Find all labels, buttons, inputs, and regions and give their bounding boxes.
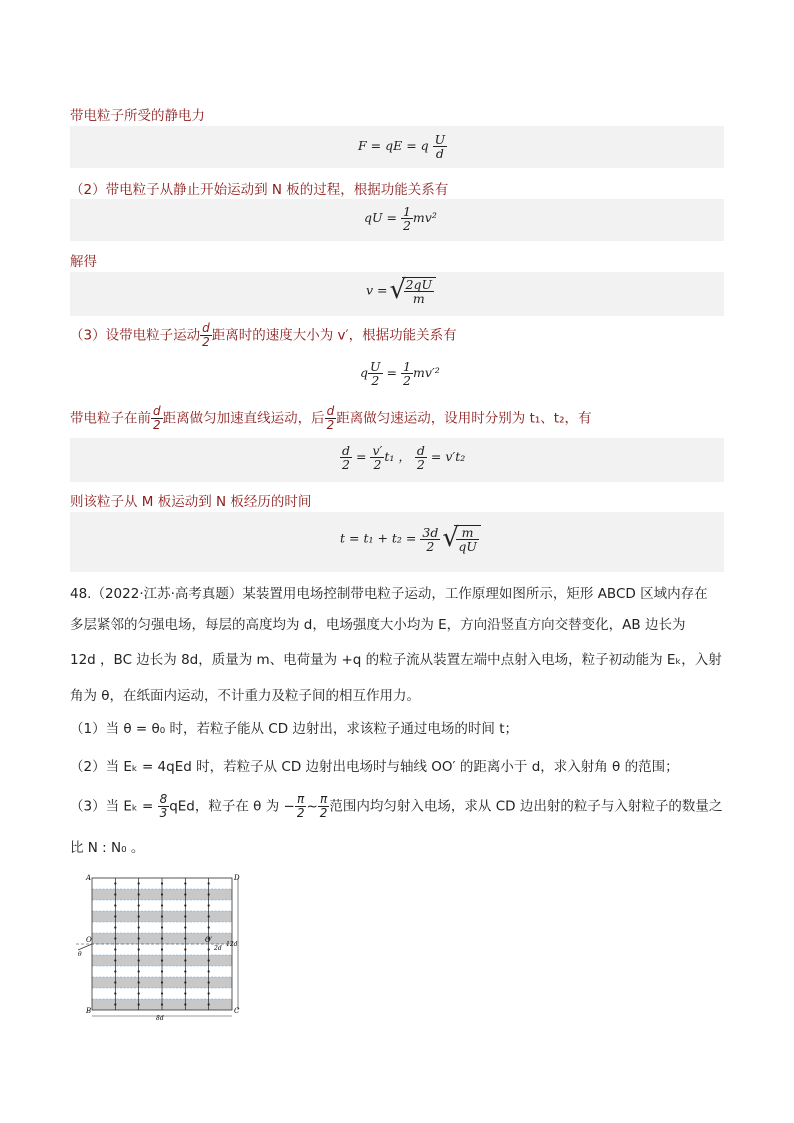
solve-label: 解得 <box>70 254 97 270</box>
frac-den: 2 <box>296 806 305 820</box>
field-arrow-marker <box>208 882 210 884</box>
frac-den: 2 <box>319 806 328 820</box>
field-arrow-marker <box>138 1003 140 1005</box>
frac-den: 2 <box>342 457 350 472</box>
problem-line-2: 多层紧邻的匀强电场，每层的高度均为 d，电场强度大小均为 E，方向沿竖直方向交替变化，AB 边长为 <box>70 617 686 633</box>
field-arrow-marker <box>114 959 116 961</box>
field-arrow-marker <box>184 992 186 994</box>
field-arrow-marker <box>114 992 116 994</box>
field-arrow-marker <box>138 915 140 917</box>
eq5-eq: = <box>356 449 367 464</box>
problem-line-3: 12d ，BC 边长为 8d，质量为 m、电荷量为 +q 的粒子流从装置左端中点射入电场，粒子初动能为 Eₖ，入射 <box>70 652 722 668</box>
eq6-lhs: t = t₁ + t₂ = <box>340 530 417 546</box>
frac-d-2-a <box>340 444 352 471</box>
equation-times <box>340 444 465 471</box>
q3-d: 范围内均匀射入电场，求从 CD 边出射的粒子与入射粒子的数量之 <box>329 798 723 815</box>
field-arrow-marker <box>114 882 116 884</box>
frac-num: d <box>342 443 351 458</box>
field-arrow-marker <box>184 882 186 884</box>
q3-a: （3）当 Eₖ = <box>70 798 154 815</box>
problem-line-4: 角为 θ，在纸面内运动，不计重力及粒子间的相互作用力。 <box>70 688 421 704</box>
frac-num: d <box>200 322 212 336</box>
label-12d: 12d <box>226 941 238 948</box>
equation-total-time <box>340 525 481 553</box>
q3-b: qEd，粒子在 θ 为 − <box>169 798 295 815</box>
equation-force <box>358 133 447 160</box>
frac-num: d <box>325 405 337 419</box>
part3-b: 距离时的速度大小为 v′，根据功能关系有 <box>211 327 457 344</box>
field-arrow-marker <box>114 970 116 972</box>
field-arrow-marker <box>138 926 140 928</box>
frac-num: π <box>295 793 307 807</box>
field-arrow-marker <box>161 959 163 961</box>
field-arrow-marker <box>114 937 116 939</box>
field-arrow-marker <box>184 1003 186 1005</box>
field-arrow-marker <box>161 915 163 917</box>
field-arrow-marker <box>184 948 186 950</box>
field-arrow-marker <box>184 970 186 972</box>
frac-half <box>401 205 413 232</box>
equation-half-energy <box>360 360 440 387</box>
equation-energy <box>364 205 437 232</box>
label-8d: 8d <box>156 1015 164 1020</box>
eq4-eq: = <box>386 365 398 380</box>
field-diagram <box>74 870 244 1020</box>
field-arrow-marker <box>208 992 210 994</box>
eq5-t1: t₁ ， <box>384 449 411 464</box>
force-label: 带电粒子所受的静电力 <box>70 108 205 124</box>
frac-d-over-2 <box>200 322 212 349</box>
frac-u-over-2 <box>368 360 383 387</box>
field-arrow-marker <box>208 915 210 917</box>
field-arrow-marker <box>138 893 140 895</box>
motion-c: 距离做匀速运动，设用时分别为 t₁、t₂，有 <box>336 410 592 427</box>
field-arrow-marker <box>161 882 163 884</box>
incident-ray <box>78 944 92 950</box>
frac-num: 1 <box>403 359 411 374</box>
frac-num: v′ <box>372 443 383 458</box>
sqrt-2qu-m <box>392 277 437 305</box>
label-2d: 2d <box>214 945 222 952</box>
frac-pi-2-a <box>295 793 307 820</box>
equation-velocity <box>366 277 436 305</box>
field-arrow-marker <box>114 1003 116 1005</box>
field-arrow-marker <box>161 992 163 994</box>
problem-line-1: 48.（2022·江苏·高考真题）某装置用电场控制带电粒子运动，工作原理如图所示，矩形 ABCD 区域内存在 <box>70 586 708 602</box>
field-arrow-marker <box>184 915 186 917</box>
field-arrow-marker <box>138 992 140 994</box>
frac-d-over-2-a <box>151 405 163 432</box>
frac-v-2 <box>370 444 384 471</box>
field-arrow-marker <box>208 959 210 961</box>
frac-num: 3d <box>422 524 439 540</box>
eq2-lhs: qU = <box>364 210 397 225</box>
label-o-prime: O′ <box>205 936 213 944</box>
motion-b: 距离做匀加速直线运动，后 <box>162 410 325 427</box>
frac-den: 2 <box>326 418 335 432</box>
label-d: D <box>234 874 240 882</box>
question-2: （2）当 Eₖ = 4qEd 时，若粒子从 CD 边射出电场时与轴线 OO′ 的距离小于 d，求入射角 θ 的范围； <box>70 759 679 775</box>
field-arrow-marker <box>161 948 163 950</box>
field-arrow-marker <box>138 970 140 972</box>
field-arrow-marker <box>138 882 140 884</box>
part2-text: （2）带电粒子从静止开始运动到 N 板的过程，根据功能关系有 <box>70 182 449 198</box>
frac-num: √ m <box>456 526 479 540</box>
frac-pi-2-b <box>318 793 330 820</box>
frac-den: 2 <box>202 335 210 349</box>
field-arrow-marker <box>208 981 210 983</box>
field-arrow-marker <box>114 981 116 983</box>
field-arrow-marker <box>184 904 186 906</box>
field-arrow-marker <box>161 926 163 928</box>
field-arrow-marker <box>184 981 186 983</box>
frac-u-over-d <box>433 133 448 160</box>
frac-den: d <box>435 146 444 161</box>
field-arrow-marker <box>161 893 163 895</box>
frac-num: d <box>151 405 163 419</box>
eq5-b: = v′t₂ <box>430 449 466 464</box>
field-arrow-marker <box>184 959 186 961</box>
part3-text <box>70 322 457 349</box>
motion-text <box>70 405 591 432</box>
field-arrow-marker <box>138 959 140 961</box>
label-theta: θ <box>78 951 82 958</box>
eq4-q: q <box>360 365 369 380</box>
eq-force-lhs: F = qE = q <box>358 138 429 153</box>
field-arrow-marker <box>184 937 186 939</box>
field-arrow-marker <box>161 904 163 906</box>
q3-c: ~ <box>306 798 318 815</box>
frac-num: 8 <box>159 792 168 806</box>
field-arrow-marker <box>208 893 210 895</box>
field-arrow-marker <box>161 937 163 939</box>
frac-den: 2 <box>153 418 161 432</box>
field-arrow-marker <box>161 970 163 972</box>
frac-3d-2 <box>420 526 440 553</box>
frac-den: qU <box>458 539 477 554</box>
frac-num: π <box>318 793 330 807</box>
question-3 <box>70 793 722 820</box>
field-arrow-marker <box>114 915 116 917</box>
frac-d-2-b <box>415 444 427 471</box>
frac-num: U <box>434 132 446 147</box>
field-arrow-marker <box>208 904 210 906</box>
part3-a: （3）设带电粒子运动 <box>70 327 201 344</box>
label-o: O <box>86 936 92 944</box>
frac-den: 3 <box>159 806 168 820</box>
field-arrow-marker <box>138 937 140 939</box>
question-3-end: 比 N : N₀ 。 <box>70 840 145 856</box>
frac-half-2 <box>401 360 413 387</box>
field-arrow-marker <box>184 926 186 928</box>
label-c: C <box>234 1007 240 1015</box>
frac-den: 2 <box>373 457 382 472</box>
field-arrow-marker <box>114 948 116 950</box>
field-arrow-marker <box>114 904 116 906</box>
field-arrow-marker <box>138 948 140 950</box>
sqrt-m-qu <box>444 525 481 553</box>
field-arrow-marker <box>114 926 116 928</box>
motion-a: 带电粒子在前 <box>70 410 151 427</box>
label-b: B <box>86 1007 92 1015</box>
time-label: 则该粒子从 M 板运动到 N 板经历的时间 <box>70 494 312 510</box>
question-1: （1）当 θ = θ₀ 时，若粒子能从 CD 边射出，求该粒子通过电场的时间 t； <box>70 721 518 737</box>
frac-num: 1 <box>402 204 411 219</box>
frac-den: 2 <box>426 538 435 554</box>
field-arrow-marker <box>208 948 210 950</box>
field-arrow-marker <box>161 981 163 983</box>
frac-d-over-2-b <box>325 405 337 432</box>
field-arrow-marker <box>138 981 140 983</box>
eq2-rhs: mv² <box>412 210 437 225</box>
field-arrow-marker <box>208 926 210 928</box>
frac-den: 2 <box>416 457 425 472</box>
frac-num: U <box>370 359 381 374</box>
field-arrow-marker <box>184 893 186 895</box>
frac-den: 2 <box>402 218 411 233</box>
label-a: A <box>86 874 92 882</box>
eq4-rhs: mv′² <box>412 365 440 380</box>
field-arrow-marker <box>208 970 210 972</box>
frac-num: d <box>416 443 425 458</box>
frac-8-3 <box>158 793 170 820</box>
frac-den: m <box>412 291 425 306</box>
frac-num: √ 2qU <box>405 277 432 292</box>
field-arrow-marker <box>161 1003 163 1005</box>
field-arrow-marker <box>138 904 140 906</box>
frac-den: 2 <box>403 373 411 388</box>
field-arrow-marker <box>208 1003 210 1005</box>
field-arrow-marker <box>114 893 116 895</box>
frac-den: 2 <box>371 373 380 388</box>
eq3-lhs: v = <box>366 282 388 298</box>
